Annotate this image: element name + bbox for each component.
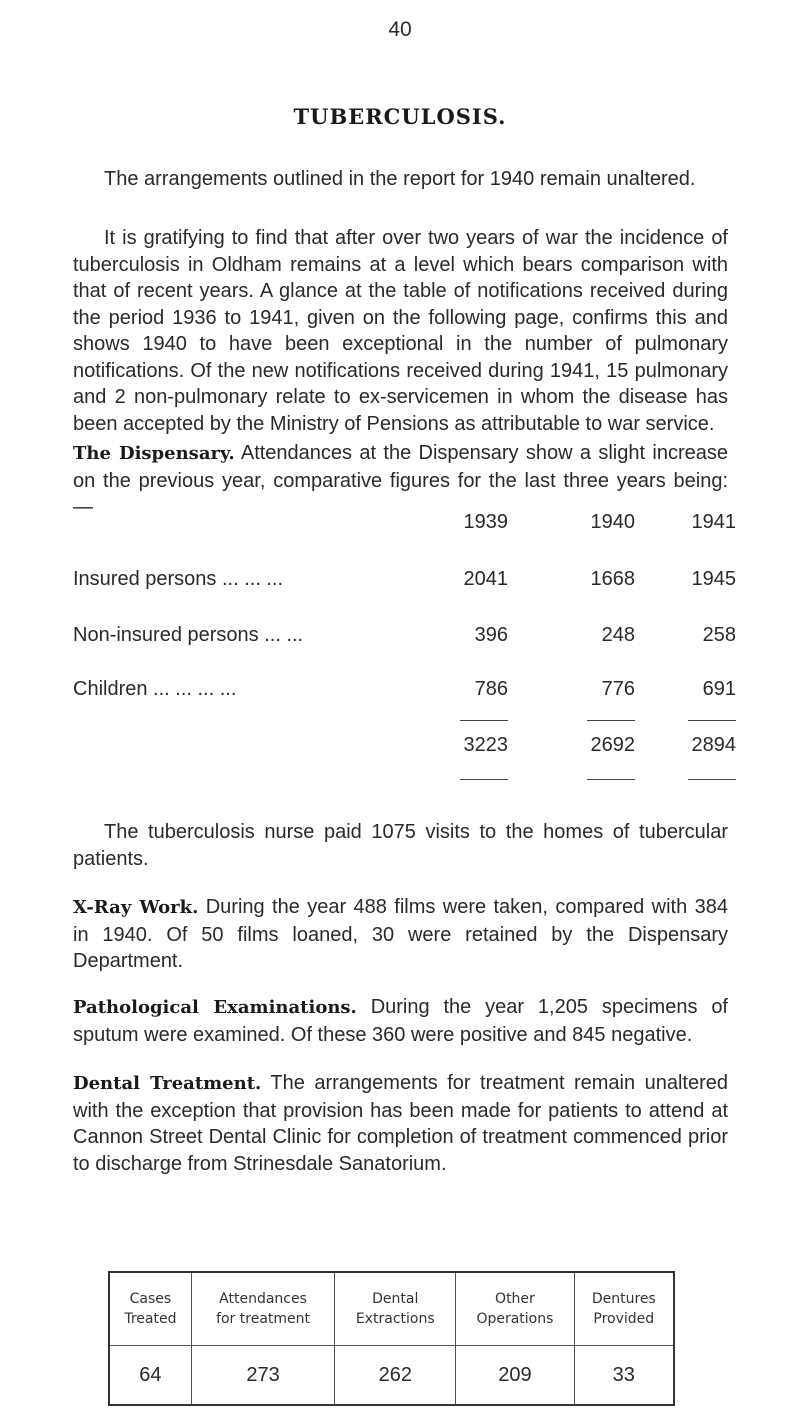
header-attendances: Attendances for treatment bbox=[191, 1272, 334, 1346]
header-other-operations: Other Operations bbox=[456, 1272, 574, 1346]
dispensary-paragraph bbox=[73, 440, 728, 521]
cell: 1945 bbox=[691, 568, 736, 590]
cell: 396 bbox=[474, 624, 508, 646]
cell: 786 bbox=[474, 678, 508, 700]
total-cell: 2692 bbox=[590, 734, 635, 756]
attendance-row-noninsured bbox=[0, 624, 800, 650]
dental-paragraph bbox=[73, 1070, 728, 1177]
year-1940: 1940 bbox=[590, 511, 635, 533]
dental-table-values-row bbox=[109, 1346, 674, 1406]
total-rule bbox=[688, 779, 736, 780]
dental-heading: Dental Treatment. bbox=[73, 1073, 262, 1094]
total-cell: 3223 bbox=[463, 734, 508, 756]
xray-text: During the year 488 films were taken, compared with 384 in 1940. Of 50 films loaned, 30 were retained by the Dispensary Department. bbox=[73, 896, 728, 972]
page-title: TUBERCULOSIS. bbox=[293, 104, 507, 129]
dispensary-text: Attendances at the Dispensary show a slight increase on the previous year, comparative figures for the last three years being: — bbox=[73, 442, 728, 518]
pathological-text: During the year 1,205 specimens of sputum were examined. Of these 360 were positive and 845 negative. bbox=[73, 996, 728, 1046]
year-1941: 1941 bbox=[691, 511, 736, 533]
xray-heading: X-Ray Work. bbox=[73, 897, 199, 918]
total-rule bbox=[460, 779, 508, 780]
dental-table bbox=[108, 1271, 675, 1406]
dental-table-header-row bbox=[109, 1272, 674, 1346]
header-cases-treated: Cases Treated bbox=[109, 1272, 191, 1346]
cell: 1668 bbox=[590, 568, 635, 590]
cell-dentures-provided: 33 bbox=[574, 1346, 674, 1406]
cell-dental-extractions: 262 bbox=[335, 1346, 456, 1406]
cell-other-operations: 209 bbox=[456, 1346, 574, 1406]
cell-cases-treated: 64 bbox=[109, 1346, 191, 1406]
sum-rule bbox=[587, 720, 635, 721]
row-label: Children ... ... ... ... bbox=[73, 678, 237, 700]
sum-rule bbox=[688, 720, 736, 721]
incidence-paragraph: It is gratifying to find that after over two years of war the incidence of tuberculosis in Oldham remains at a level which bears comparison with that of recent years. A glance at the table of notifications received during the period 1936 to 1941, given on the following page, confirms this and shows 1940 to have been exceptional in the number of pulmonary notifications. Of the new notifications received during 1941, 15 pulmonary and 2 non-pulmonary relate to ex-servicemen in whom the disease has been accepted by the Ministry of Pensions as attributable to war service. bbox=[73, 227, 728, 435]
header-dental-extractions: Dental Extractions bbox=[335, 1272, 456, 1346]
attendance-years-row bbox=[0, 511, 800, 537]
dental-text: The arrangements for treatment remain unaltered with the exception that provision has been made for patients to attend at Cannon Street Dental Clinic for completion of treatment commenced prior to discharge from Strinesdale Sanatorium. bbox=[73, 1072, 728, 1175]
cell: 691 bbox=[702, 678, 736, 700]
attendance-row-children bbox=[0, 678, 800, 704]
cell: 258 bbox=[702, 624, 736, 646]
sum-rule bbox=[460, 720, 508, 721]
total-rule bbox=[587, 779, 635, 780]
total-cell: 2894 bbox=[691, 734, 736, 756]
row-label: Non-insured persons ... ... bbox=[73, 624, 304, 646]
pathological-paragraph bbox=[73, 994, 728, 1048]
cell: 776 bbox=[601, 678, 635, 700]
xray-paragraph bbox=[73, 894, 728, 975]
intro-paragraph: The arrangements outlined in the report for 1940 remain unaltered. bbox=[104, 168, 696, 190]
cell-attendances: 273 bbox=[191, 1346, 334, 1406]
cell: 248 bbox=[601, 624, 635, 646]
header-dentures-provided: Dentures Provided bbox=[574, 1272, 674, 1346]
dispensary-heading: The Dispensary. bbox=[73, 443, 235, 464]
cell: 2041 bbox=[463, 568, 508, 590]
pathological-heading: Pathological Examinations. bbox=[73, 997, 357, 1018]
nurse-paragraph: The tuberculosis nurse paid 1075 visits to the homes of tubercular patients. bbox=[73, 821, 728, 870]
page-number: 40 bbox=[388, 18, 412, 41]
row-label: Insured persons ... ... ... bbox=[73, 568, 284, 590]
attendance-row-insured bbox=[0, 568, 800, 594]
year-1939: 1939 bbox=[463, 511, 508, 533]
attendance-totals-row bbox=[0, 734, 800, 760]
